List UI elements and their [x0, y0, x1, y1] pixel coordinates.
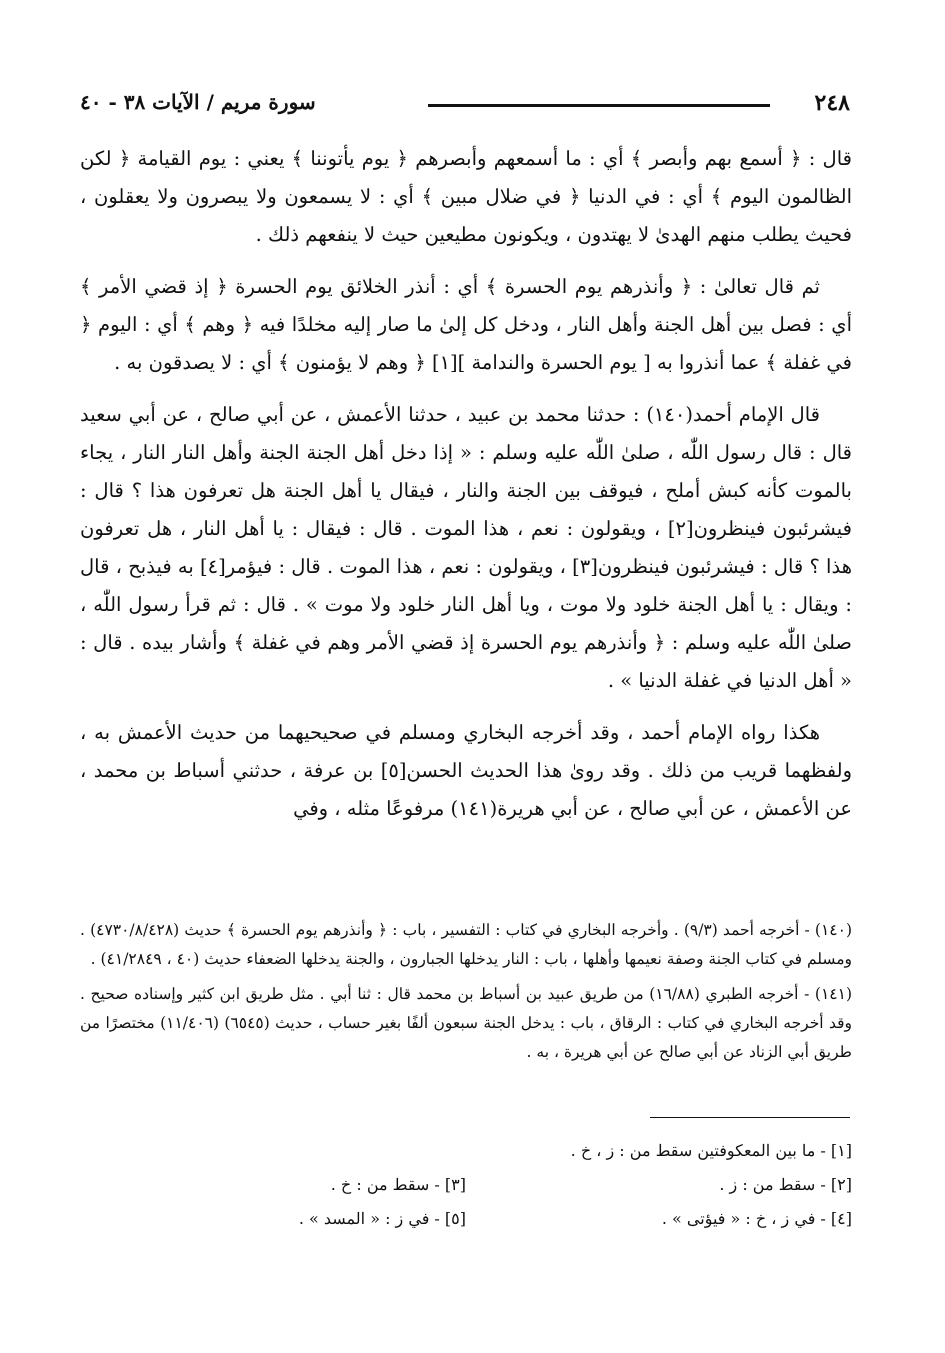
paragraph-1: قال : ﴿ أسمع بهم وأبصر ﴾ أي : ما أسمعهم وأبصرهم ﴿ يوم يأتوننا ﴾ يعني : يوم القيامة ﴿ لكن الظالمون اليوم ﴾ أي : في الدنيا ﴿ في ضلال مبين ﴾ أي : لا يسمعون ولا يبصرون ولا يعقلون ، فحيث يطلب منهم الهدىٰ لا يهتدون ، ويكونون مطيعين حيث لا ينفعهم ذلك . — [80, 147, 852, 246]
paragraph-2: ثم قال تعالىٰ : ﴿ وأنذرهم يوم الحسرة ﴾ أي : أنذر الخلائق يوم الحسرة ﴿ إذ قضي الأمر ﴾ أي : فصل بين أهل الجنة وأهل النار ، ودخل كل إلىٰ ما صار إليه مخلدًا فيه ﴿ وهم ﴾ أي : اليوم ﴿ في غفلة ﴾ عما أنذروا به [ يوم الحسرة والندامة ][١] ﴿ وهم لا يؤمنون ﴾ أي : لا يصدقون به . — [80, 275, 852, 374]
paragraph-3: قال الإمام أحمد(١٤٠) : حدثنا محمد بن عبيد ، حدثنا الأعمش ، عن أبي صالح ، عن أبي سعيد قال : قال رسول اللّٰه ، صلىٰ اللّٰه عليه وسلم : « إذا دخل أهل الجنة الجنة وأهل النار النار ، يجاء بالموت كأنه كبش أملح ، فيوقف بين الجنة والنار ، فيقال يا أهل الجنة هل تعرفون هذا ؟ قال : فيشرئبون فينظرون[٢] ، ويقولون : نعم ، هذا الموت . قال : فيقال : يا أهل النار ، هل تعرفون هذا ؟ قال : فيشرئبون فينظرون[٣] ، ويقولون : نعم ، هذا الموت . قال : فيؤمر[٤] به فيذبح ، قال : ويقال : يا أهل الجنة خلود ولا موت ، ويا أهل النار خلود ولا موت » . قال : ثم قرأ رسول اللّٰه ، صلىٰ اللّٰه عليه وسلم : ﴿ وأنذرهم يوم الحسرة إذ قضي الأمر وهم في غفلة ﴾ وأشار بيده . قال : « أهل الدنيا في غفلة الدنيا » . — [80, 403, 852, 692]
variant-4: [٤] - في ز ، خ : « فيؤتى » . — [661, 1209, 852, 1228]
page-number: ٢٤٨ — [814, 90, 850, 116]
footnotes — [80, 916, 852, 1073]
footnote-140: (١٤٠) - أخرجه أحمد (٩/٣) . وأخرجه البخاري في كتاب : التفسير ، باب : ﴿ وأنذرهم يوم الحسرة ﴾ حديث (٤٧٣٠/٨/٤٢٨) . ومسلم في كتاب الجنة وصفة نعيمها وأهلها ، باب : النار يدخلها الجبارون ، والجنة يدخلها الضعفاء حديث (٤٠ ، ٤١/٢٨٤٩) . — [80, 921, 852, 968]
main-text — [80, 140, 852, 842]
footnote-141: (١٤١) - أخرجه الطبري (١٦/٨٨) من طريق عبيد بن أسباط بن محمد قال : ثنا أبي . مثل طريق ابن كثير وإسناده صحيح . وقد أخرجه البخاري في كتاب : الرقاق ، باب : يدخل الجنة سبعون ألفًا بغير حساب ، حديث (٦٥٤٥) (١١/٤٠٦) مختصرًا من طريق أبي الزناد عن أبي صالح عن أبي هريرة ، به . — [80, 985, 852, 1061]
variant-3: [٣] - سقط من : خ . — [330, 1175, 466, 1194]
running-title: سورة مريم / الآيات ٣٨ - ٤٠ — [80, 90, 316, 114]
paragraph-4: هكذا رواه الإمام أحمد ، وقد أخرجه البخاري ومسلم في صحيحيهما من حديث الأعمش به ، ولفظهما قريب من ذلك . وقد روىٰ هذا الحديث الحسن[٥] بن عرفة ، حدثني أسباط بن محمد ، عن الأعمش ، عن أبي صالح ، عن أبي هريرة(١٤١) مرفوعًا مثله ، وفي — [80, 721, 852, 820]
variant-2: [٢] - سقط من : ز . — [719, 1175, 852, 1194]
page-header — [80, 90, 850, 122]
header-rule — [428, 104, 770, 107]
manuscript-variants — [80, 1134, 852, 1236]
variants-rule — [650, 1117, 850, 1118]
variant-1: [١] - ما بين المعكوفتين سقط من : ز ، خ . — [570, 1141, 852, 1160]
variant-5: [٥] - في ز : « المسد » . — [298, 1209, 466, 1228]
